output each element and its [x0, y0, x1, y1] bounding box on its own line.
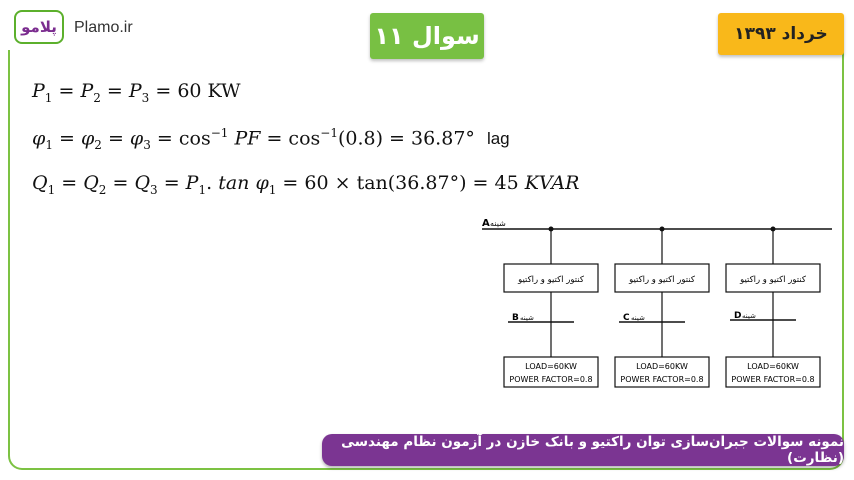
feeder-2-load: LOAD=60KW — [636, 362, 688, 371]
eq3-sub-2: 2 — [98, 182, 107, 197]
main-bus-word: شینه — [490, 219, 506, 228]
feeder-1-bus-letter: B — [512, 313, 519, 323]
main-bus-letter: A — [482, 218, 490, 229]
eq3-var-1: Q — [32, 172, 48, 194]
logo-text: پلامو — [21, 18, 57, 36]
feeder-3 — [726, 227, 820, 388]
eq2-var-3: φ — [129, 127, 144, 150]
plamo-logo[interactable] — [14, 10, 64, 44]
feeder-2-pf: POWER FACTOR=0.8 — [620, 375, 704, 384]
feeder-2-bus-letter: C — [623, 313, 630, 323]
eq3-sub-3: 3 — [150, 182, 158, 197]
eq1-sub-1: 1 — [44, 90, 53, 105]
equation-angle: $\varphi_1 = \varphi_2 = \varphi_3 = \cos^{-1}$ PF = $\cos^{-1}(0.8) = 36.87^\circ$ lag — [32, 126, 510, 153]
eq3-var-3: Q — [134, 172, 151, 194]
eq1-var-3: P — [128, 80, 142, 102]
eq2-lag: lag — [486, 129, 510, 149]
eq1-var-1: P — [32, 80, 45, 102]
feeder-1-meter-label: کنتور اکتیو و راکتیو — [518, 275, 584, 285]
feeder-2-meter-label: کنتور اکتیو و راکتیو — [629, 275, 695, 285]
eq3-var-2: Q — [83, 172, 99, 194]
eq1-value: 60 KW — [177, 80, 241, 102]
eq2-var-1: φ — [32, 127, 46, 150]
single-line-diagram — [478, 212, 838, 397]
feeder-1-bus-word: شینه — [520, 314, 534, 322]
feeder-3-bus-letter: D — [734, 311, 742, 321]
feeder-1-pf: POWER FACTOR=0.8 — [509, 375, 593, 384]
eq3-unit: KVAR — [524, 172, 580, 194]
equation-reactive: $Q_1 = Q_2 = Q_3 = P_1$. $\tan \varphi_1 = 60 \times \tan(36.87^\circ) = 45$ KVAR — [32, 172, 580, 197]
eq1-sub-3: 3 — [141, 90, 150, 105]
feeder-3-load: LOAD=60KW — [747, 362, 799, 371]
eq2-sub-2: 2 — [94, 138, 102, 153]
eq2-sub-3: 3 — [143, 138, 151, 153]
eq3-rhs: 60 × tan(36.87°) = 45 — [304, 172, 519, 194]
feeder-1 — [504, 227, 598, 388]
feeder-2 — [615, 227, 709, 388]
equation-power: $P_1 = P_2 = P_3 = 60$ KW — [32, 80, 241, 105]
date-badge: خرداد ۱۳۹۳ — [718, 13, 844, 55]
feeder-3-bus-word: شینه — [742, 312, 756, 320]
eq2-result: (0.8) = 36.87° — [337, 127, 475, 150]
eq2-cos-2: cos — [288, 127, 321, 150]
eq1-sub-2: 2 — [93, 90, 101, 105]
feeder-3-pf: POWER FACTOR=0.8 — [731, 375, 815, 384]
eq1-var-2: P — [80, 80, 94, 102]
eq2-sub-1: 1 — [45, 138, 53, 153]
footer-banner: نمونه سوالات جبران‌سازی توان راکتیو و بانک خازن در آزمون نظام مهندسی (نظارت) — [322, 434, 844, 466]
feeder-2-bus-word: شینه — [631, 314, 645, 322]
eq3-sub-1: 1 — [47, 182, 56, 197]
eq2-var-2: φ — [80, 127, 95, 150]
site-name[interactable]: Plamo.ir — [74, 19, 133, 36]
feeder-3-meter-label: کنتور اکتیو و راکتیو — [740, 275, 806, 285]
eq2-pf: PF — [234, 127, 261, 150]
feeder-1-load: LOAD=60KW — [525, 362, 577, 371]
eq2-cos-1: cos — [178, 127, 211, 150]
question-badge: سوال ۱۱ — [370, 13, 484, 59]
